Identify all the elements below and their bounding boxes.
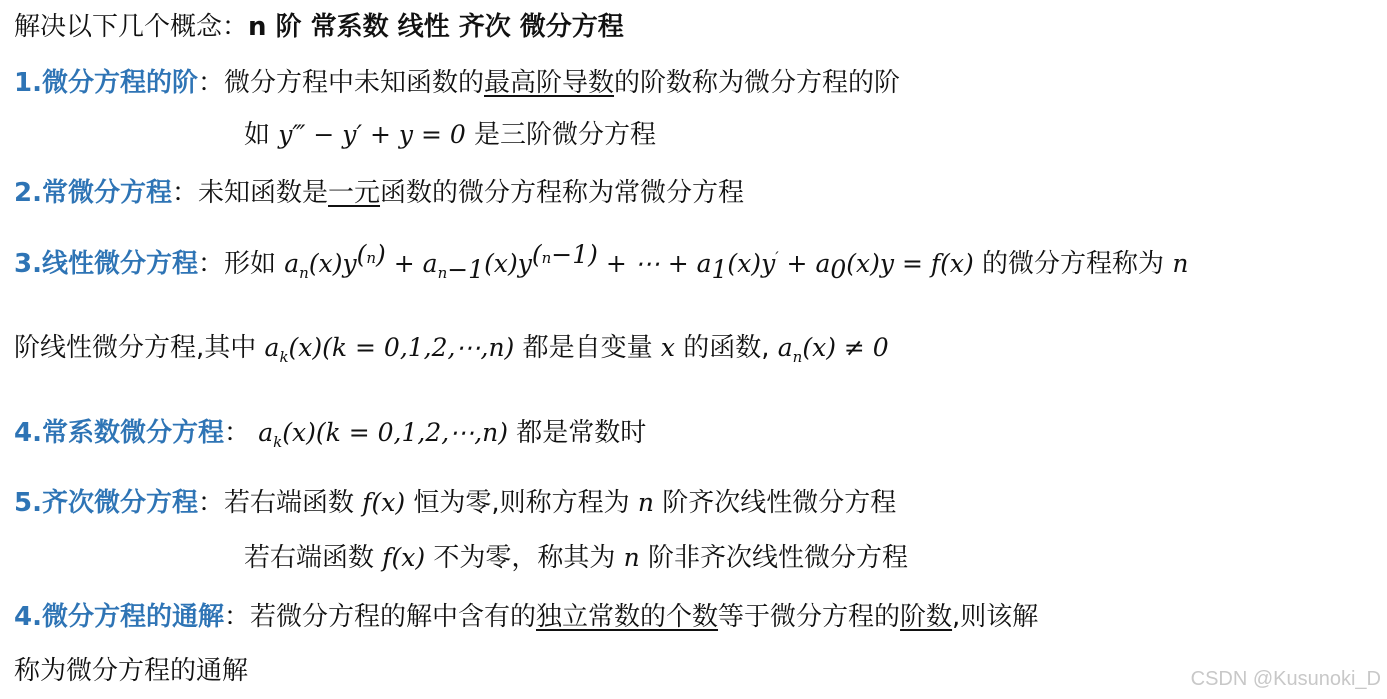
section-6-underline-term-1: 独立常数的个数 (536, 602, 719, 632)
section-5-l2-text-3: 阶非齐次线性微分方程 (639, 543, 909, 573)
section-4-text-1: 都是常数时 (508, 418, 647, 448)
section-3-text-1: 形如 (223, 249, 285, 279)
section-3-line (14, 239, 1189, 284)
section-6-underline-term-2: 阶数 (900, 602, 953, 632)
section-6-line-2 (14, 654, 248, 688)
section-4-colon: ： (223, 418, 250, 448)
section-5-colon: ： (197, 488, 224, 518)
section-5-line-2 (244, 541, 908, 575)
section-2-line (14, 176, 744, 210)
section-1-example (244, 118, 656, 152)
section-1-example-prefix: 如 (244, 120, 279, 150)
section-2-underline-term: 一元 (328, 178, 381, 208)
intro-line (14, 10, 624, 44)
section-6-heading: 4.微分方程的通解 (14, 602, 224, 632)
section-6-l2: 称为微分方程的通解 (14, 656, 249, 686)
section-5-fx-2: f(x) (382, 543, 426, 572)
section-1-underline-term: 最高阶导数 (484, 68, 615, 98)
section-1-line (14, 66, 900, 100)
section-3-heading: 3.线性微分方程 (14, 249, 198, 279)
section-2-heading: 2.常微分方程 (14, 178, 172, 208)
coefficient-formula: $a_k(x)(k$ = 0,1,2,⋯,n) (264, 333, 515, 366)
section-5-line (14, 486, 896, 520)
section-3-x: x (660, 333, 675, 362)
section-1-example-suffix: 是三阶微分方程 (465, 120, 657, 150)
section-1-text-2: 的阶数称为微分方程的阶 (614, 68, 901, 98)
section-2-colon: ： (171, 178, 198, 208)
section-4-line (14, 416, 646, 450)
section-2-text-1: 未知函数是 (197, 178, 328, 208)
linear-ode-formula: $a_n(x)y^{(n)} + a_{n-1}(x)y^{(n-1)}$ + ⋯ + $a_1(x)y' + a_0(x)y = f(x)$ (284, 239, 974, 284)
section-3-l2-text-1: 阶线性微分方程,其中 (14, 333, 265, 363)
section-5-l2-text-1: 若右端函数 (244, 543, 383, 573)
section-1-example-formula: y‴ − y′ + y = 0 (278, 120, 466, 149)
section-5-n: n (637, 488, 655, 517)
section-5-heading: 5.齐次微分方程 (14, 488, 198, 518)
section-6-text-3: ,则该解 (952, 602, 1039, 632)
leading-coefficient-formula: $a_n(x) \ne 0$ (777, 333, 889, 366)
section-5-fx: f(x) (362, 488, 406, 517)
section-5-l1-text-1: 若右端函数 (223, 488, 363, 518)
section-6-line (14, 600, 1038, 634)
section-1-text-1: 微分方程中未知函数的 (223, 68, 484, 98)
csdn-watermark: CSDN @Kusunoki_D (1190, 668, 1381, 690)
section-3-text-2: 的微分方程称为 (973, 249, 1173, 279)
section-2-text-2: 函数的微分方程称为常微分方程 (380, 178, 745, 208)
section-6-colon: ： (223, 602, 250, 632)
section-6-text-1: 若微分方程的解中含有的 (249, 602, 536, 632)
section-1-colon: ： (197, 68, 224, 98)
section-5-n-2: n (623, 543, 640, 572)
section-5-l1-text-2: 恒为零,则称方程为 (405, 488, 638, 518)
section-1-heading: 1.微分方程的阶 (14, 68, 198, 98)
section-3-l2-text-3: 的函数, (674, 333, 778, 363)
section-3-colon: ： (197, 249, 224, 279)
section-5-l2-text-2: 不为零，称其为 (425, 543, 624, 573)
constant-coefficient-formula: $a_k(x)(k$ = 0,1,2,⋯,n) (258, 418, 509, 451)
section-4-heading: 4.常系数微分方程 (14, 418, 224, 448)
section-5-l1-text-3: 阶齐次线性微分方程 (654, 488, 897, 518)
intro-prefix: 解决以下几个概念： (14, 12, 249, 42)
intro-topics: n 阶 常系数 线性 齐次 微分方程 (248, 12, 624, 42)
section-6-text-2: 等于微分方程的 (718, 602, 901, 632)
section-3-n: n (1172, 249, 1189, 278)
section-3-l2-text-2: 都是自变量 (514, 333, 661, 363)
section-3-line-2 (14, 331, 889, 365)
